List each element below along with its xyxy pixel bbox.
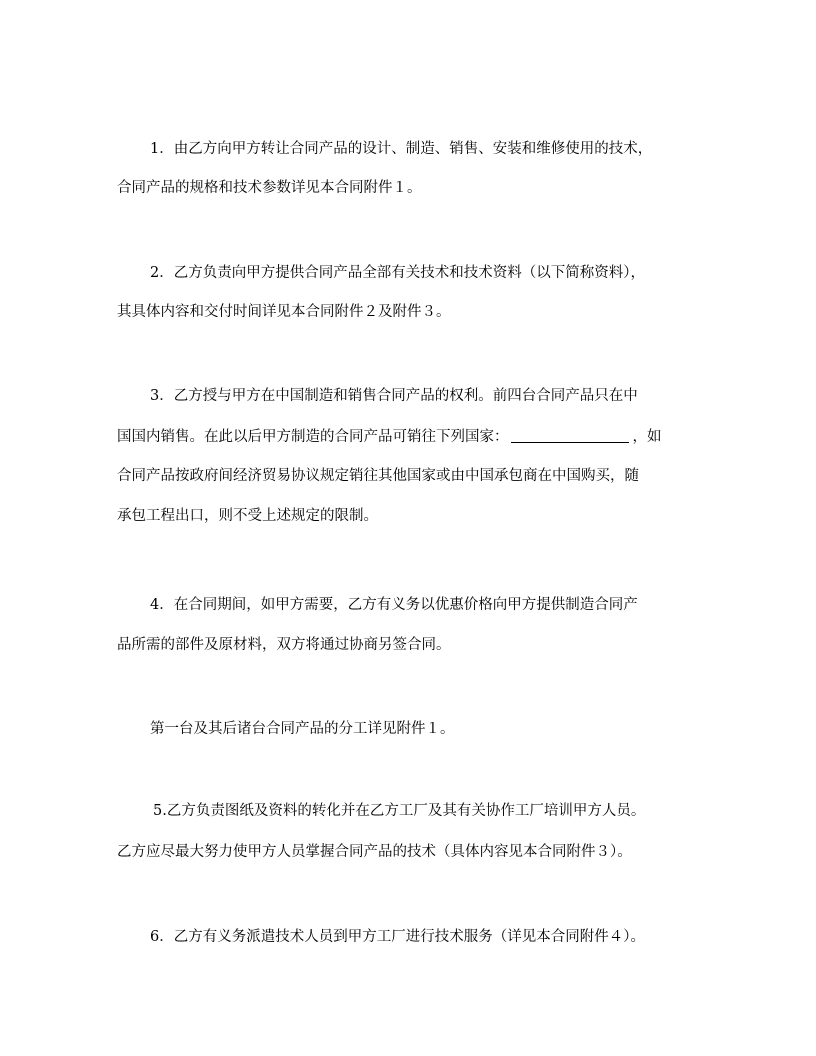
clause-3-line-2: [0, 428, 816, 446]
clause-1-line-1: 1．由乙方向甲方转让合同产品的设计、制造、销售、安装和维修使用的技术，: [150, 141, 653, 157]
clause-2-line-2: 其具体内容和交付时间详见本合同附件２及附件３。: [117, 304, 451, 320]
clause-3-line-2-tail: ，如: [632, 429, 662, 445]
clause-1-line-2: 合同产品的规格和技术参数详见本合同附件１。: [117, 180, 422, 196]
clause-3-line-4: 承包工程出口，则不受上述规定的限制。: [117, 508, 378, 524]
country-blank-field[interactable]: [511, 428, 629, 443]
clause-3-line-3: 合同产品按政府间经济贸易协议规定销往其他国家或由中国承包商在中国购买，随: [117, 468, 639, 484]
clause-5-line-2: 乙方应尽最大努力使甲方人员掌握合同产品的技术（具体内容见本合同附件３）。: [117, 844, 632, 860]
clause-5-line-1: 5.乙方负责图纸及资料的转化并在乙方工厂及其有关协作工厂培训甲方人员。: [153, 803, 646, 819]
clause-3-line-1: 3．乙方授与甲方在中国制造和销售合同产品的权利。前四台合同产品只在中: [150, 388, 638, 404]
clause-4-line-2: 品所需的部件及原材料，双方将通过协商另签合同。: [117, 637, 451, 653]
clause-4-line-1: 4．在合同期间，如甲方需要，乙方有义务以优惠价格向甲方提供制造合同产: [150, 597, 638, 613]
clause-6-line-1: 6．乙方有义务派遣技术人员到甲方工厂进行技术服务（详见本合同附件４）。: [150, 929, 645, 945]
division-of-work-line: 第一台及其后诸台合同产品的分工详见附件１。: [150, 721, 455, 737]
clause-3-line-2-text: 国国内销售。在此以后甲方制造的合同产品可销往下列国家：: [117, 429, 509, 445]
clause-2-line-1: 2．乙方负责向甲方提供合同产品全部有关技术和技术资料（以下简称资料），: [150, 265, 645, 281]
